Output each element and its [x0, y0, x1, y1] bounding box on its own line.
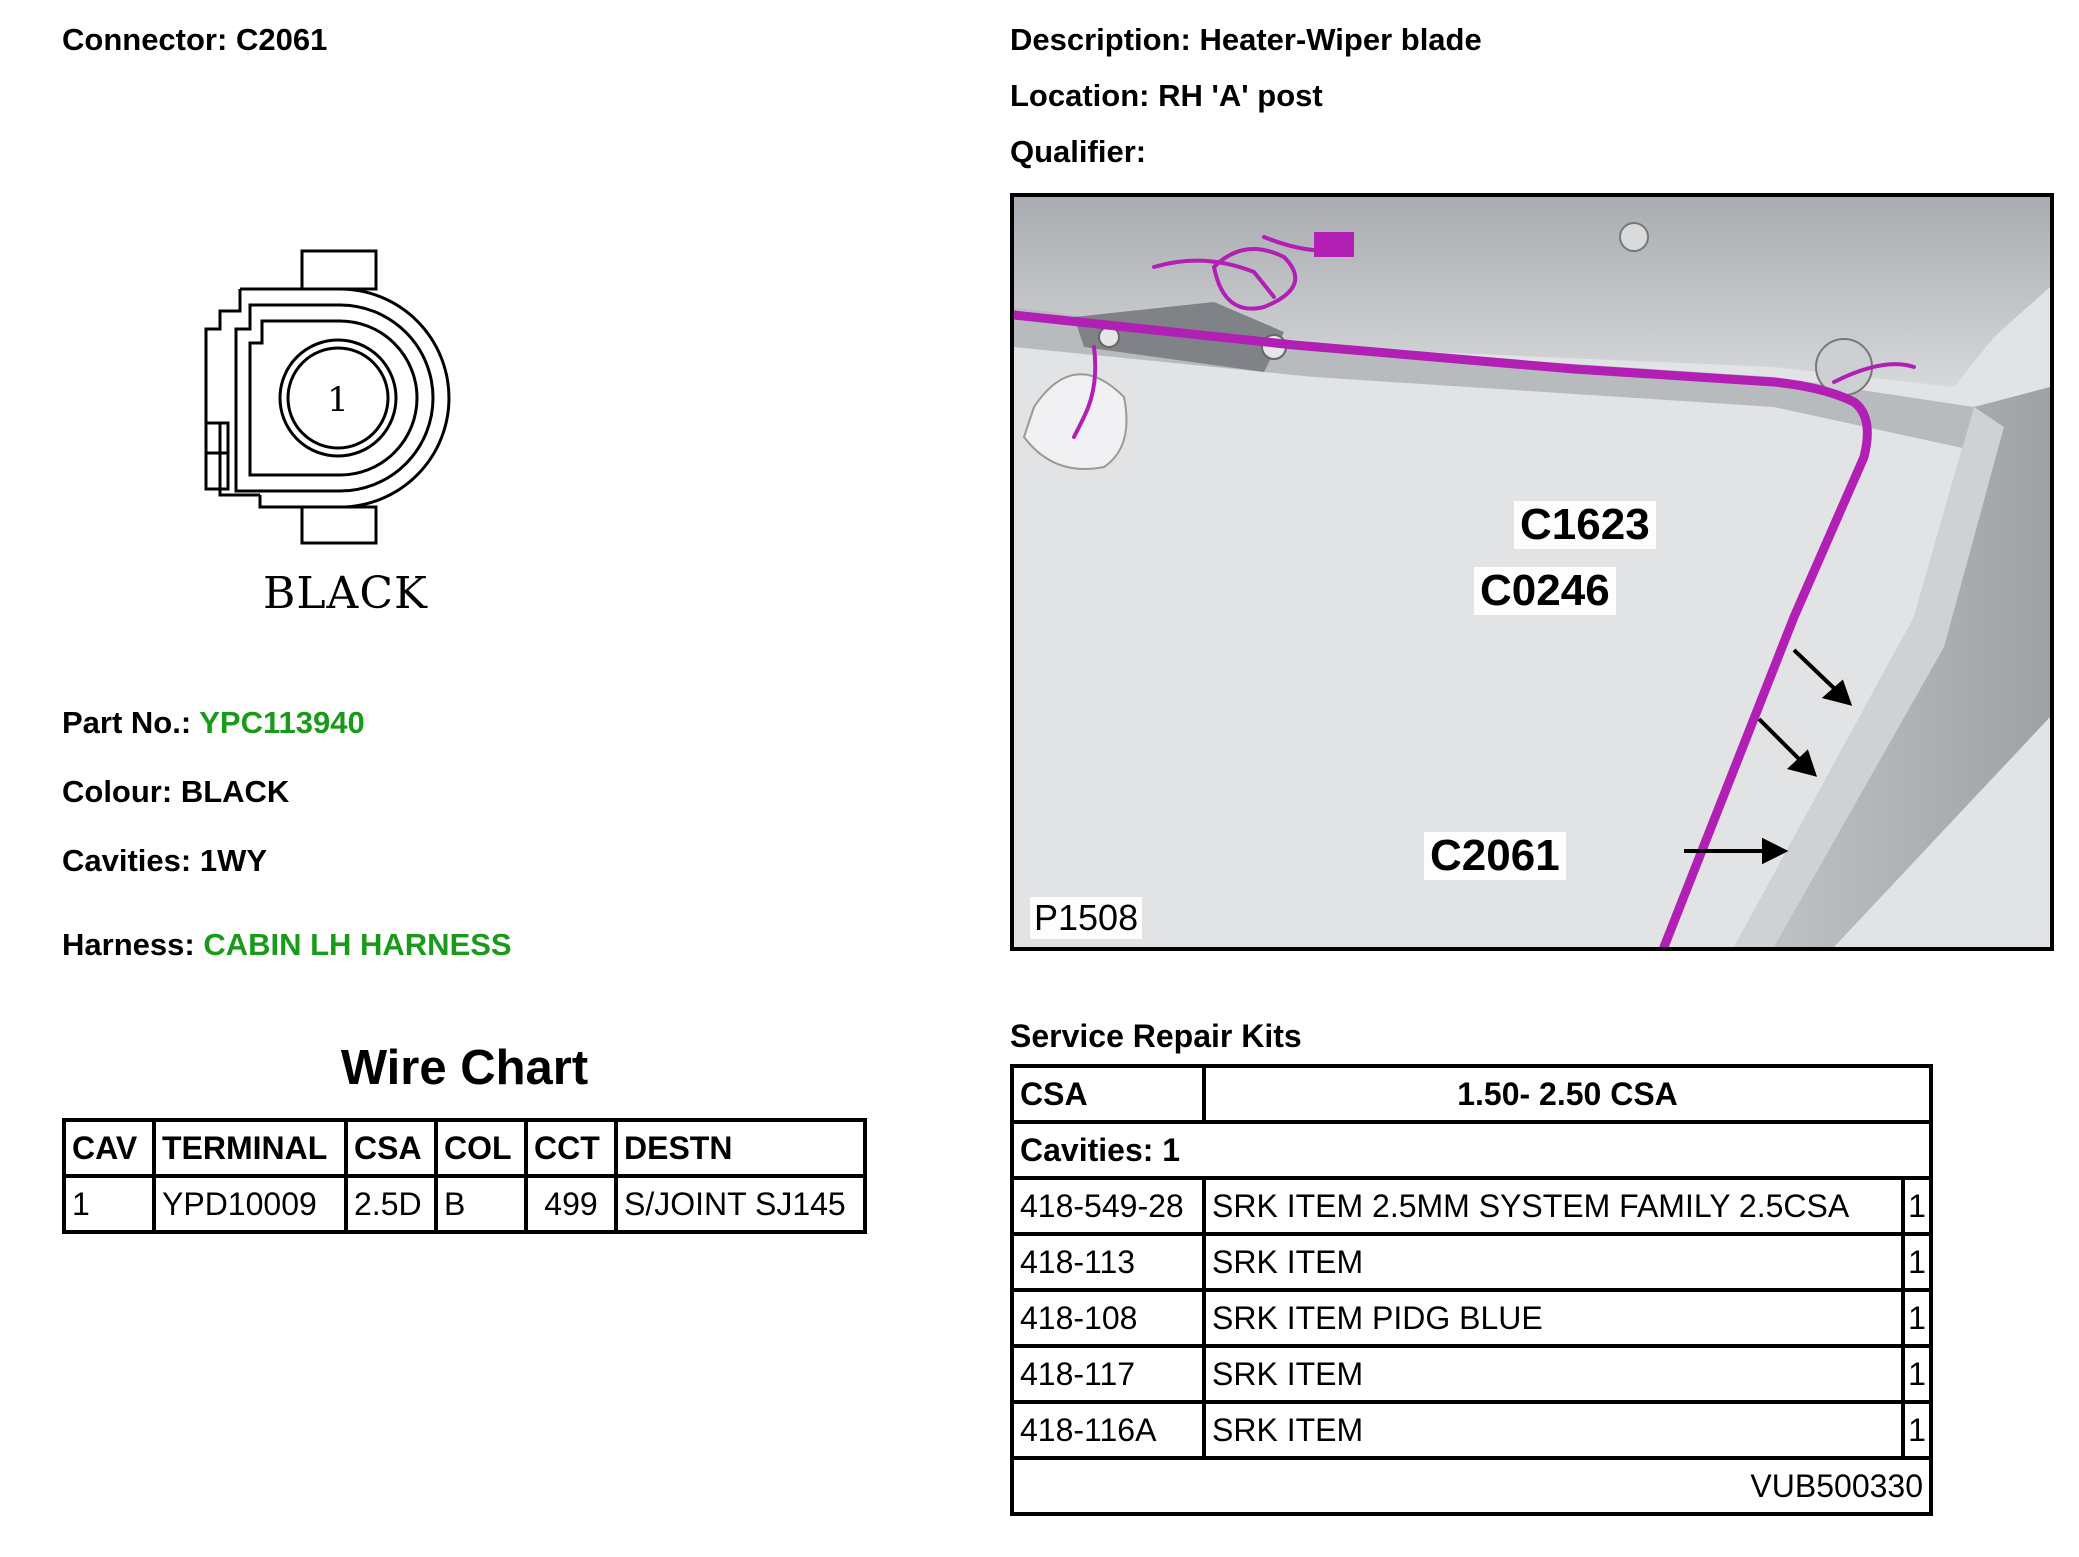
cell-destn: S/JOINT SJ145 — [616, 1176, 865, 1232]
description-field — [1010, 22, 1482, 58]
cavities-label: Cavities: — [62, 843, 192, 878]
srk-qty: 1 — [1903, 1234, 1931, 1290]
callout-c1623: C1623 — [1514, 501, 1656, 549]
cell-terminal: YPD10009 — [154, 1176, 346, 1232]
srk-part: 418-116A — [1012, 1402, 1204, 1458]
srk-csa-row — [1012, 1066, 1931, 1122]
cell-csa: 2.5D — [346, 1176, 436, 1232]
header-cav: CAV — [64, 1120, 154, 1176]
srk-footer-row — [1012, 1458, 1931, 1514]
harness-field — [62, 927, 512, 963]
wire-chart-table — [62, 1118, 867, 1234]
table-row — [1012, 1346, 1931, 1402]
cell-col: B — [436, 1176, 526, 1232]
callout-c0246: C0246 — [1474, 567, 1616, 615]
part-no-link[interactable]: YPC113940 — [199, 705, 365, 740]
wire-chart-header-row — [64, 1120, 865, 1176]
connector-colour-caption: BLACK — [263, 568, 428, 619]
srk-part: 418-108 — [1012, 1290, 1204, 1346]
cell-cav: 1 — [64, 1176, 154, 1232]
connector-face-diagram — [180, 245, 460, 565]
photo-reference: P1508 — [1030, 897, 1142, 939]
srk-desc: SRK ITEM — [1204, 1402, 1903, 1458]
service-repair-kits-table — [1010, 1064, 1933, 1516]
colour-label: Colour: — [62, 774, 173, 809]
srk-footer-code: VUB500330 — [1012, 1458, 1931, 1514]
harness-label: Harness: — [62, 927, 195, 962]
srk-part: 418-113 — [1012, 1234, 1204, 1290]
srk-csa-value: 1.50- 2.50 CSA — [1204, 1066, 1931, 1122]
srk-desc: SRK ITEM — [1204, 1234, 1903, 1290]
header-destn: DESTN — [616, 1120, 865, 1176]
srk-qty: 1 — [1903, 1290, 1931, 1346]
header-cct: CCT — [526, 1120, 616, 1176]
srk-qty: 1 — [1903, 1402, 1931, 1458]
wire-chart-title: Wire Chart — [340, 1041, 589, 1095]
header-csa: CSA — [346, 1120, 436, 1176]
srk-cavities-row — [1012, 1122, 1931, 1178]
table-row — [1012, 1178, 1931, 1234]
colour-value: BLACK — [180, 774, 290, 809]
srk-csa-label: CSA — [1012, 1066, 1204, 1122]
srk-desc: SRK ITEM PIDG BLUE — [1204, 1290, 1903, 1346]
location-field — [1010, 78, 1323, 114]
table-row — [1012, 1234, 1931, 1290]
qualifier-field — [1010, 134, 1146, 170]
location-value: RH 'A' post — [1158, 78, 1323, 113]
table-row — [1012, 1402, 1931, 1458]
location-photo — [1010, 193, 2054, 951]
description-value: Heater-Wiper blade — [1199, 22, 1482, 57]
description-label: Description: — [1010, 22, 1191, 57]
connector-value: C2061 — [235, 22, 328, 57]
header-terminal: TERMINAL — [154, 1120, 346, 1176]
srk-part: 418-117 — [1012, 1346, 1204, 1402]
srk-cavities-label: Cavities: 1 — [1012, 1122, 1931, 1178]
part-no-label: Part No.: — [62, 705, 192, 740]
service-repair-kits-title: Service Repair Kits — [1010, 1018, 1302, 1054]
srk-desc: SRK ITEM — [1204, 1346, 1903, 1402]
cavities-value: 1WY — [199, 843, 268, 878]
connector-field — [62, 22, 327, 58]
cell-cct: 499 — [526, 1176, 616, 1232]
colour-field — [62, 774, 289, 810]
table-row — [64, 1176, 865, 1232]
location-label: Location: — [1010, 78, 1150, 113]
harness-link[interactable]: CABIN LH HARNESS — [203, 927, 512, 962]
srk-desc: SRK ITEM 2.5MM SYSTEM FAMILY 2.5CSA — [1204, 1178, 1903, 1234]
srk-part: 418-549-28 — [1012, 1178, 1204, 1234]
srk-qty: 1 — [1903, 1346, 1931, 1402]
srk-qty: 1 — [1903, 1178, 1931, 1234]
cavities-field — [62, 843, 267, 879]
qualifier-label: Qualifier: — [1010, 134, 1147, 169]
cavity-number: 1 — [327, 380, 349, 420]
connector-label: Connector: — [62, 22, 228, 57]
part-no-field — [62, 705, 365, 741]
callout-c2061: C2061 — [1424, 832, 1566, 880]
table-row — [1012, 1290, 1931, 1346]
header-col: COL — [436, 1120, 526, 1176]
